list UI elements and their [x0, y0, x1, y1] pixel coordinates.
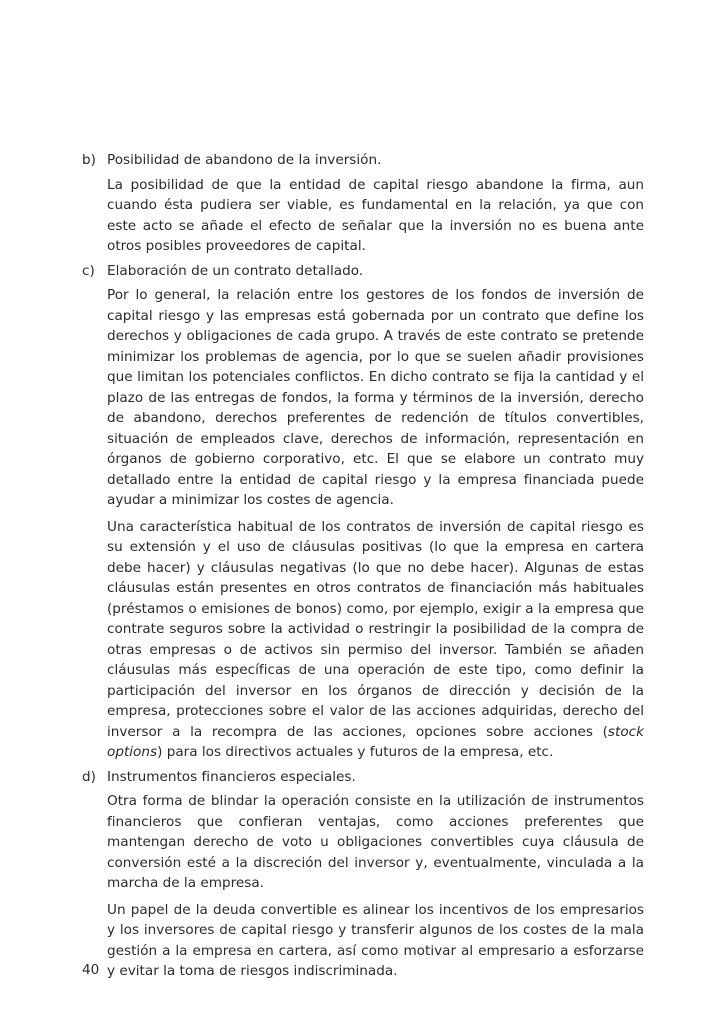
section-heading: Elaboración de un contrato detallado. — [107, 262, 364, 279]
section-heading: Instrumentos financieros especiales. — [107, 768, 356, 785]
paragraph: Un papel de la deuda convertible es alinear los incentivos de los empresarios y los inversores de capital riesgo y transferir algunos de los costes de la mala gestión a la empresa en cartera, así como motivar al empresario a esforzarse y evitar la toma de riesgos indiscriminada. — [107, 901, 644, 979]
list-marker: d) — [82, 768, 96, 785]
document-body — [82, 150, 644, 982]
paragraph: Otra forma de blindar la operación consiste en la utilización de instrumentos financieros que confieran ventajas, como acciones preferentes que mantengan derecho de voto u obligaciones convertibles cuya cláusula de conversión esté a la discreción del inversor y, eventualmente, vinculada a la marcha de la empresa. — [107, 793, 644, 891]
paragraph: Por lo general, la relación entre los gestores de los fondos de inversión de capital riesgo y las empresas está gobernada por un contrato que define los derechos y obligaciones de cada grupo. A través de este contrato se pretende minimizar los problemas de agencia, por lo que se suelen añadir provisiones que limitan los potenciales conflictos. En dicho contrato se fija la cantidad y el plazo de las entregas de fondos, la forma y términos de la inversión, derecho de abandono, derechos preferentes de redención de títulos convertibles, situación de empleados clave, derechos de información, representación en órganos de gobierno corporativo, etc. El que se elabore un contrato muy detallado entre la entidad de capital riesgo y la empresa financiada puede ayudar a minimizar los costes de agencia. — [107, 287, 644, 508]
list-marker: c) — [82, 262, 95, 279]
paragraph-text: ) para los directivos actuales y futuros de la empresa, etc. — [157, 744, 554, 760]
paragraph — [107, 517, 644, 763]
section-heading: Posibilidad de abandono de la inversión. — [107, 152, 382, 168]
paragraph: La posibilidad de que la entidad de capital riesgo abandone la firma, aun cuando ésta pudiera ser viable, es fundamental en la relación, ya que con este acto se añade el efecto de señalar que la inversión no es buena ante otros posibles proveedores de capital. — [107, 176, 644, 254]
list-item-b — [82, 150, 644, 171]
italic-term: stock options — [107, 723, 644, 760]
list-item-d — [82, 767, 644, 788]
page-number: 40 — [82, 962, 100, 978]
paragraph-text: Una característica habitual de los contratos de inversión de capital riesgo es su extensión y el uso de cláusulas positivas (lo que la empresa en cartera debe hacer) y cláusulas negativas (lo que no debe hacer). Algunas de estas cláusulas están presentes en otros contratos de financiación más habituales (préstamos o emisiones de bonos) como, por ejemplo, exigir a la empresa que contrate seguros sobre la actividad o restringir la posibilidad de la compra de otras empresas o de activos sin permiso del inversor. También se añaden cláusulas más específicas de una operación de este tipo, como definir la participación del inversor en los órganos de dirección y decisión de la empresa, protecciones sobre el valor de las acciones adquiridas, derecho del inversor a la recompra de las acciones, opciones sobre acciones ( — [107, 518, 644, 740]
list-item-c — [82, 261, 644, 282]
list-marker: b) — [82, 152, 96, 168]
